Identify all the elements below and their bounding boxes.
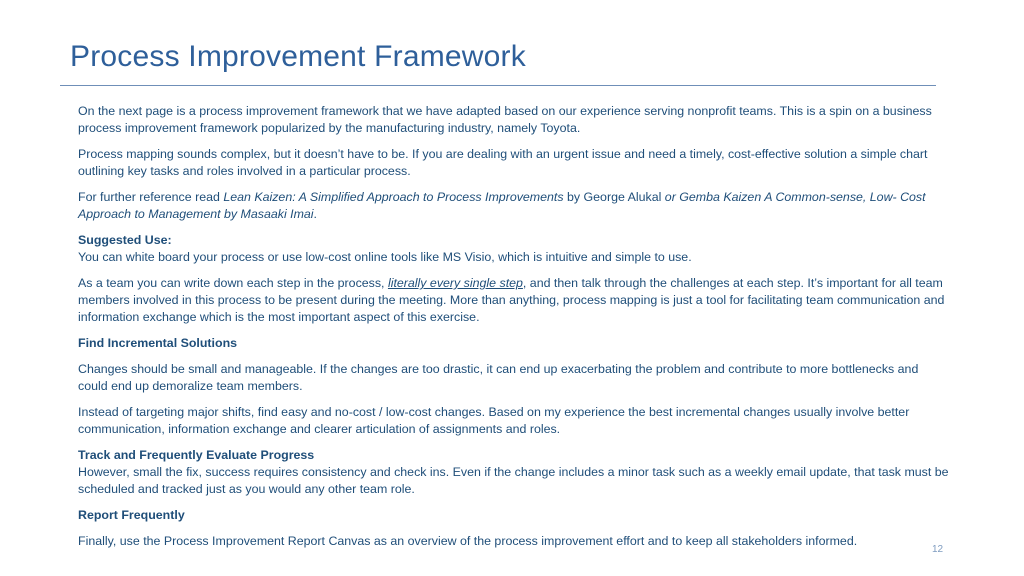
incremental-solutions-heading: Find Incremental Solutions [78, 336, 238, 350]
reference-author: by George Alukal [563, 190, 665, 204]
process-mapping-paragraph: Process mapping sounds complex, but it doesn’t have to be. If you are dealing with an urgent issue and need a timely, cost-effective solution a simple chart outlining key tasks and roles involved in a particular process. [78, 147, 928, 178]
small-changes-paragraph: Changes should be small and manageable. If the changes are too drastic, it can end up exacerbating the problem and contribute to more bottlenecks and could end up demoralize team members. [78, 362, 919, 393]
report-frequently-heading: Report Frequently [78, 508, 185, 522]
team-steps-emphasis: literally every single step [387, 276, 523, 290]
low-cost-changes-paragraph: Instead of targeting major shifts, find easy and no-cost / low-cost changes. Based on my experience the best incremental changes usually involve better communication, information exchange and clearer articulation of assignments and roles. [78, 405, 910, 436]
track-progress-section [78, 447, 950, 498]
intro-paragraph: On the next page is a process improvement framework that we have adapted based on our experience serving nonprofit teams. This is a spin on a business process improvement framework popularized by the manufacturing industry, namely Toyota. [78, 104, 932, 135]
reference-book-gemba-kaizen: or Gemba Kaizen A Common-sense, Low- Cost Approach to Management by Masaaki Imai [78, 190, 926, 221]
incremental-solutions-section [78, 335, 950, 352]
team-steps-paragraph [78, 275, 950, 326]
team-steps-lead: As a team you can write down each step in the process, [78, 276, 388, 290]
suggested-use-text: You can white board your process or use low-cost online tools like MS Visio, which is intuitive and simple to use. [78, 250, 692, 264]
title-divider [60, 85, 936, 86]
suggested-use-heading: Suggested Use: [78, 233, 172, 247]
slide-title: Process Improvement Framework [70, 40, 526, 73]
reference-paragraph [78, 189, 950, 223]
page-number: 12 [932, 544, 944, 555]
reference-end: . [313, 207, 317, 221]
track-progress-text: However, small the fix, success requires consistency and check ins. Even if the change includes a minor task such as a weekly email update, that task must be scheduled and tracked just as you would any other team role. [78, 465, 949, 496]
report-frequently-section [78, 507, 950, 524]
team-steps-rest: , and then talk through the challenges at each step. It’s important for all team members involved in this process to be present during the meeting. More than anything, process mapping is just a tool for facilitating team communication and information exchange which is the most important aspect of this exercise. [78, 276, 945, 324]
reference-lead: For further reference read [78, 190, 224, 204]
reference-book-lean-kaizen: Lean Kaizen: A Simplified Approach to Process Improvements [223, 190, 564, 204]
report-canvas-paragraph: Finally, use the Process Improvement Report Canvas as an overview of the process improvement effort and to keep all stakeholders informed. [78, 534, 858, 548]
track-progress-heading: Track and Frequently Evaluate Progress [78, 448, 315, 462]
suggested-use-section [78, 232, 950, 266]
slide-body [78, 103, 950, 559]
